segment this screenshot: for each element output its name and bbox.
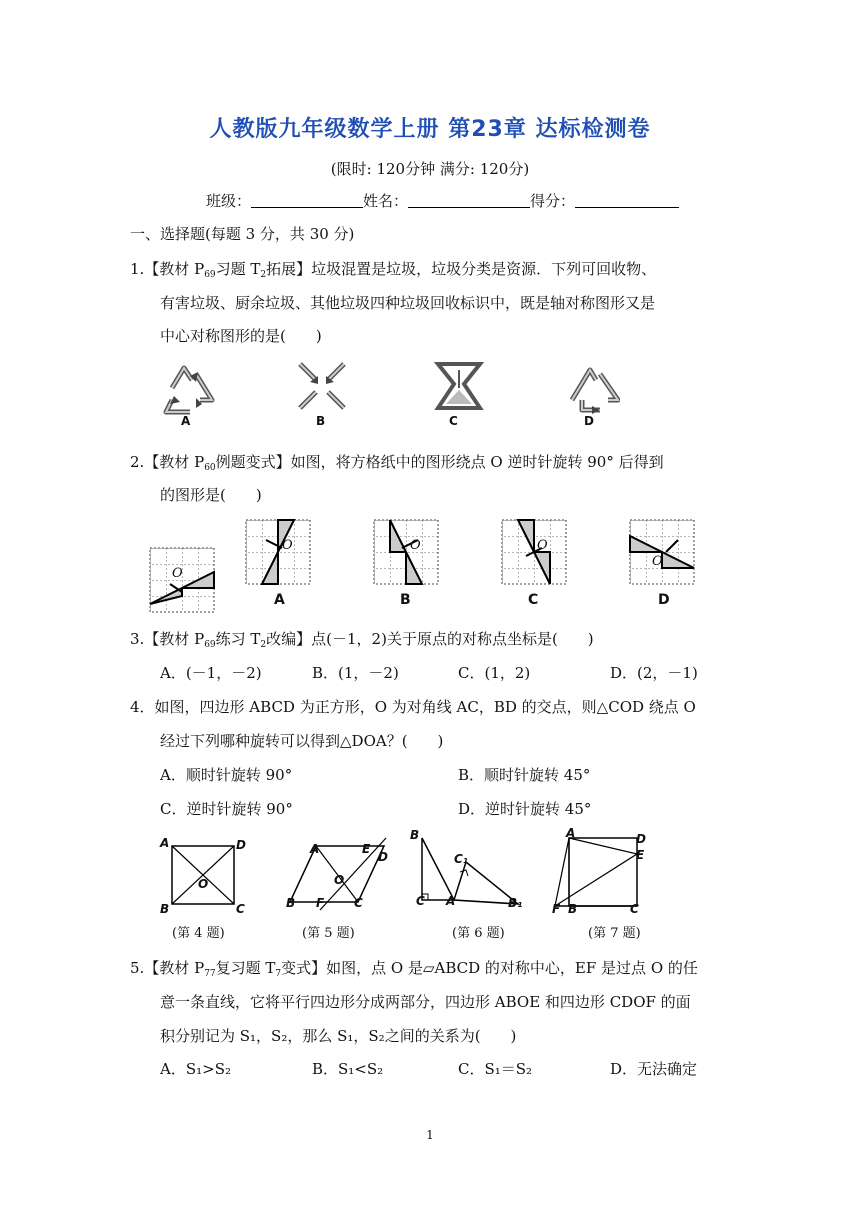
q2-option-d[interactable]: D <box>658 592 670 608</box>
grid-b <box>374 520 438 584</box>
q5-option-c[interactable]: C．S₁＝S₂ <box>458 1060 533 1078</box>
question-4-line-2: 经过下列哪种旋转可以得到△DOA？( ) <box>160 732 444 750</box>
recycle-symbols-figure <box>150 358 620 430</box>
q4-option-c[interactable]: C．逆时针旋转 90° <box>160 800 293 818</box>
name-blank[interactable] <box>408 193 530 208</box>
time-limit: (限时: 120分钟 满分: 120分) <box>330 160 530 178</box>
q4-option-a[interactable]: A．顺时针旋转 90° <box>160 766 293 784</box>
recycle-symbol-b <box>300 364 344 408</box>
q5-option-b[interactable]: B．S₁<S₂ <box>312 1060 384 1078</box>
question-5-line-3: 积分别记为 S₁，S₂，那么 S₁，S₂之间的关系为( ) <box>160 1027 517 1045</box>
q1-option-a[interactable]: A <box>181 414 191 428</box>
fig5-label-f: F <box>316 896 325 910</box>
fig6-label-c1: C₁ <box>454 852 469 866</box>
q4-option-b[interactable]: B．顺时针旋转 45° <box>458 766 591 784</box>
recycle-symbol-c <box>438 364 480 408</box>
rotation-grids-figure <box>146 516 706 616</box>
q1-option-c[interactable]: C <box>449 414 458 428</box>
student-info-line <box>206 190 679 211</box>
page-number: 1 <box>426 1128 434 1142</box>
question-1-line-3: 中心对称图形的是( ) <box>160 327 322 345</box>
fig5-label-b: B <box>286 896 296 910</box>
q2-point-o: O <box>172 566 183 581</box>
q2-option-a[interactable]: A <box>274 592 285 608</box>
q2-option-c[interactable]: C <box>528 592 539 608</box>
class-label: 班级： <box>206 192 252 210</box>
fig5-caption: (第 5 题) <box>302 926 355 941</box>
fig6-label-b1: B₁ <box>508 896 523 910</box>
fig4-label-a: A <box>160 836 170 850</box>
fig7-label-e: E <box>636 848 645 862</box>
geometry-figures <box>150 826 690 926</box>
score-blank[interactable] <box>575 193 679 208</box>
fig4-label-b: B <box>160 902 170 916</box>
q2-point-o-a: O <box>282 538 293 553</box>
grid-c <box>502 520 566 584</box>
figure-7-square <box>555 838 637 906</box>
figure-6-triangles <box>422 838 518 904</box>
q2-option-b[interactable]: B <box>400 592 411 608</box>
fig7-label-d: D <box>636 832 646 846</box>
q4-option-d[interactable]: D．逆时针旋转 45° <box>458 800 592 818</box>
question-2-line-2: 的图形是( ) <box>160 486 262 504</box>
q3-option-b[interactable]: B．(1，－2) <box>312 664 399 682</box>
question-3-line-1: 3.【教材 $P_{69}$练习 $T_2$改编】点(－1，2)关于原点的对称点坐标是( ) <box>130 630 594 650</box>
recycle-symbol-d <box>572 370 618 414</box>
q3-option-a[interactable]: A．(－1，－2) <box>160 664 262 682</box>
fig5-label-o: O <box>334 873 345 887</box>
grid-d <box>630 520 694 584</box>
fig6-label-b: B <box>410 828 420 842</box>
fig4-label-o: O <box>198 877 209 891</box>
q1-option-d[interactable]: D <box>584 414 594 428</box>
fig4-label-c: C <box>236 902 245 916</box>
fig6-caption: (第 6 题) <box>452 926 505 941</box>
name-label: 姓名： <box>363 192 409 210</box>
q5-option-a[interactable]: A．S₁>S₂ <box>160 1060 231 1078</box>
question-5-line-2: 意一条直线，它将平行四边形分成两部分，四边形 ABOE 和四边形 CDOF 的面 <box>160 993 691 1011</box>
question-4-line-1: 4．如图，四边形 ABCD 为正方形，O 为对角线 AC，BD 的交点，则△COD 绕点 O <box>130 698 696 716</box>
section-heading: 一、选择题(每题 3 分，共 30 分) <box>130 225 355 243</box>
q3-option-d[interactable]: D．(2，－1) <box>610 664 698 682</box>
question-1-line-1: 1.【教材 $P_{69}$习题 $T_2$拓展】垃圾混置是垃圾，垃圾分类是资源．下列可回收物、 <box>130 260 657 280</box>
score-label: 得分： <box>530 192 576 210</box>
recycle-symbol-a <box>166 368 212 412</box>
q1-option-b[interactable]: B <box>316 414 326 428</box>
question-5-line-1: 5.【教材 $P_{77}$复习题 $T_7$变式】如图，点 O 是▱ABCD 的对称中心，EF 是过点 O 的任 <box>130 959 698 979</box>
fig5-label-c: C <box>354 896 363 910</box>
fig5-label-a: A <box>310 842 320 856</box>
page-title: 人教版九年级数学上册 第23章 达标检测卷 <box>209 117 651 142</box>
question-1-line-2: 有害垃圾、厨余垃圾、其他垃圾四种垃圾回收标识中，既是轴对称图形又是 <box>160 294 656 312</box>
fig5-label-d: D <box>378 850 388 864</box>
q2-point-o-d: O <box>652 554 663 569</box>
fig7-label-b: B <box>568 902 578 916</box>
fig6-label-c: C <box>416 894 425 908</box>
question-2-line-1: 2.【教材 $P_{60}$例题变式】如图，将方格纸中的图形绕点 O 逆时针旋转 90° 后得到 <box>130 453 664 473</box>
fig4-caption: (第 4 题) <box>172 926 225 941</box>
fig7-label-a: A <box>566 826 576 840</box>
q3-option-c[interactable]: C．(1，2) <box>458 664 531 682</box>
fig4-label-d: D <box>236 838 246 852</box>
fig5-label-e: E <box>362 842 371 856</box>
fig6-label-a: A <box>446 894 456 908</box>
fig7-label-f: F <box>552 902 561 916</box>
fig7-label-c: C <box>630 902 639 916</box>
grid-a <box>246 520 310 584</box>
class-blank[interactable] <box>251 193 363 208</box>
q2-point-o-b: O <box>410 538 421 553</box>
fig7-caption: (第 7 题) <box>588 926 641 941</box>
figure-4-square <box>172 846 234 904</box>
q2-point-o-c: O <box>537 538 548 553</box>
q5-option-d[interactable]: D．无法确定 <box>610 1060 698 1078</box>
